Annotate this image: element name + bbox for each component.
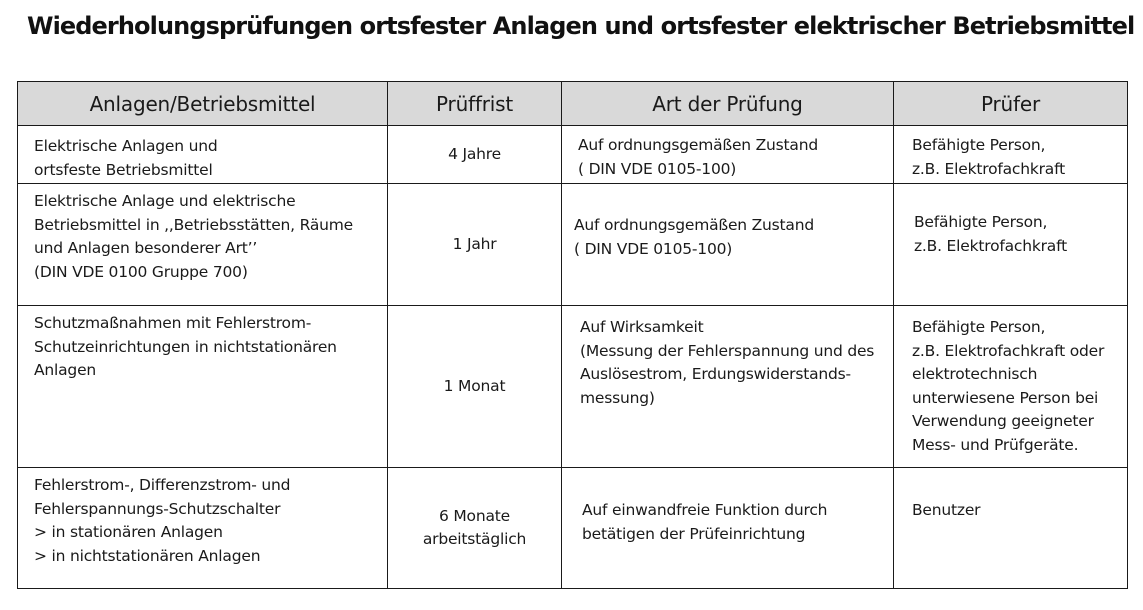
cell-line: Verwendung geeigneter <box>912 412 1094 430</box>
cell-anlagen <box>18 184 388 306</box>
cell-line: Befähigte Person, <box>912 318 1046 336</box>
cell-line: Anlagen <box>34 361 97 379</box>
header-pruefer: Prüfer <box>894 82 1128 126</box>
header-prueffrist: Prüffrist <box>388 82 562 126</box>
cell-anlagen <box>18 306 388 468</box>
table-row <box>18 306 1128 468</box>
cell-line: Auf ordnungsgemäßen Zustand <box>574 216 814 234</box>
cell-line: elektrotechnisch <box>912 365 1038 383</box>
cell-line: arbeitstäglich <box>422 530 527 548</box>
table-row <box>18 468 1128 589</box>
cell-line: (DIN VDE 0100 Gruppe 700) <box>34 262 248 281</box>
cell-art <box>562 468 894 589</box>
cell-pruefer <box>894 306 1128 468</box>
cell-anlagen <box>18 468 388 589</box>
cell-line: messung) <box>580 388 655 407</box>
cell-line: unterwiesene Person bei <box>912 388 1099 407</box>
cell-line: Betriebsmittel in ,,Betriebsstätten, Räume <box>34 215 353 234</box>
cell-line: Auf einwandfreie Funktion durch <box>582 501 828 519</box>
cell-line: Mess- und Prüfgeräte. <box>912 435 1079 454</box>
cell-prueffrist <box>388 184 562 306</box>
cell-anlagen <box>18 126 388 184</box>
cell-line: 4 Jahre <box>448 144 501 163</box>
cell-art <box>562 126 894 184</box>
cell-line: Schutzmaßnahmen mit Fehlerstrom- <box>34 314 312 332</box>
cell-line: z.B. Elektrofachkraft <box>914 236 1067 255</box>
cell-line: betätigen der Prüfeinrichtung <box>582 524 806 543</box>
cell-line: Befähigte Person, <box>914 213 1048 231</box>
table-header-row <box>18 82 1128 126</box>
cell-prueffrist <box>388 306 562 468</box>
cell-line: Auf Wirksamkeit <box>580 318 704 336</box>
cell-prueffrist <box>388 126 562 184</box>
cell-line: ( DIN VDE 0105-100) <box>574 239 733 258</box>
cell-line: 1 Monat <box>443 376 506 395</box>
inspection-table <box>17 81 1128 589</box>
cell-art <box>562 306 894 468</box>
cell-line: Elektrische Anlagen und <box>34 137 218 155</box>
cell-line: und Anlagen besonderer Art’’ <box>34 239 258 257</box>
cell-line: Fehlerspannungs-Schutzschalter <box>34 499 281 518</box>
cell-line: > in stationären Anlagen <box>34 523 223 541</box>
cell-pruefer <box>894 184 1128 306</box>
page-title: Wiederholungsprüfungen ortsfester Anlagen und ortsfester elektrischer Betriebsmittel <box>27 12 1135 40</box>
cell-pruefer <box>894 468 1128 589</box>
cell-line: Benutzer <box>912 501 981 519</box>
cell-line: 1 Jahr <box>452 234 497 253</box>
cell-line: z.B. Elektrofachkraft oder <box>912 341 1105 360</box>
header-anlagen: Anlagen/Betriebsmittel <box>18 82 388 126</box>
cell-line: Auf ordnungsgemäßen Zustand <box>578 136 818 154</box>
cell-line: Fehlerstrom-, Differenzstrom- und <box>34 476 291 494</box>
cell-art <box>562 184 894 306</box>
cell-line: Elektrische Anlage und elektrische <box>34 192 296 210</box>
header-art-der-pruefung: Art der Prüfung <box>562 82 894 126</box>
cell-line: z.B. Elektrofachkraft <box>912 159 1065 178</box>
cell-line: 6 Monate <box>439 506 510 525</box>
cell-line: ortsfeste Betriebsmittel <box>34 160 213 179</box>
cell-line: Auslösestrom, Erdungswiderstands- <box>580 365 851 383</box>
cell-line: (Messung der Fehlerspannung und des <box>580 341 875 360</box>
cell-pruefer <box>894 126 1128 184</box>
cell-line: > in nichtstationären Anlagen <box>34 546 261 565</box>
table-row <box>18 126 1128 184</box>
cell-line: ( DIN VDE 0105-100) <box>578 159 737 178</box>
cell-line: Schutzeinrichtungen in nichtstationären <box>34 337 337 356</box>
table-row <box>18 184 1128 306</box>
cell-line: Befähigte Person, <box>912 136 1046 154</box>
cell-prueffrist <box>388 468 562 589</box>
